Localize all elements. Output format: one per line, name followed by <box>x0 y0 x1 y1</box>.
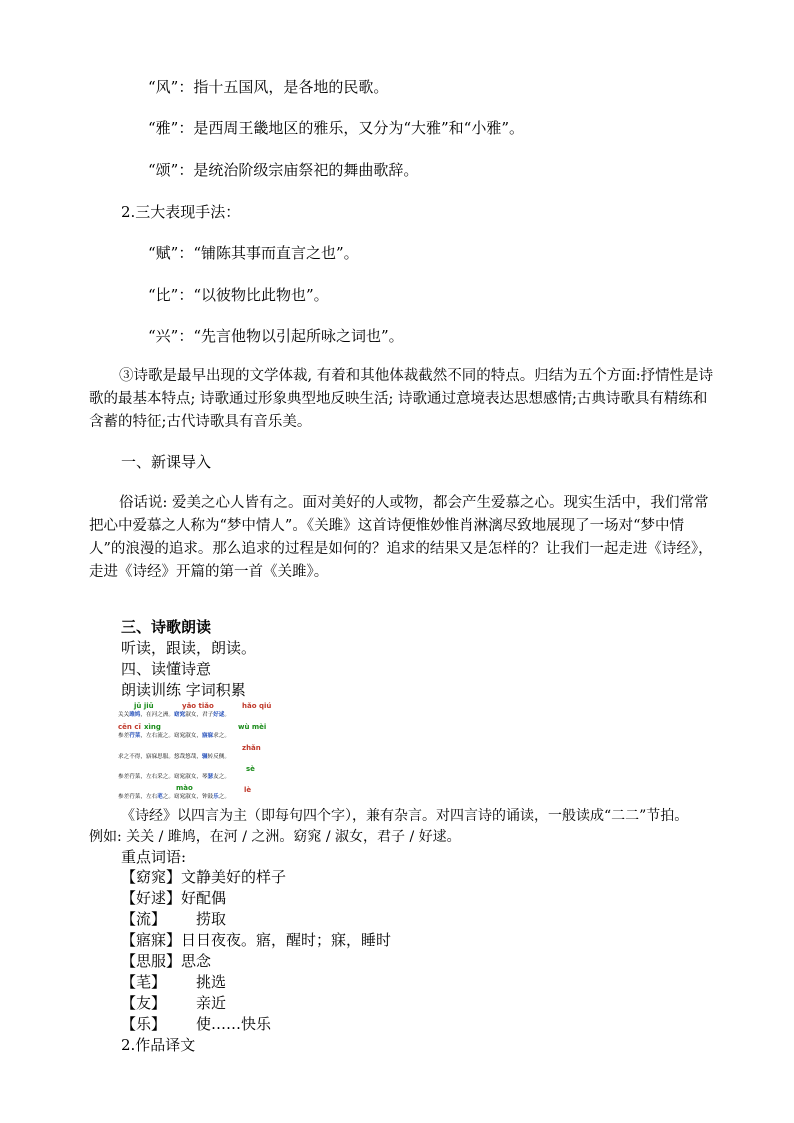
ya-line: “雅”：是西周王畿地区的雅乐，又分为“大雅”和“小雅”。 <box>148 119 525 137</box>
xing-line: “兴”：“先言他物以引起所咏之词也”。 <box>148 327 404 345</box>
pinyin-mao: mào <box>176 784 193 792</box>
bi-line: “比”：“以彼物比此物也”。 <box>148 286 329 304</box>
fu-line: “赋”：“铺陈其事而直言之也”。 <box>148 244 359 262</box>
poem-line-5: 参差荇菜，左右芼之。窈窕淑女，钟鼓乐之。 <box>118 794 230 800</box>
poem-pinyin-figure <box>118 702 318 802</box>
vocab-item: 【窈窕】文静美好的样子 <box>121 868 287 886</box>
song-line: “颂”：是统治阶级宗庙祭祀的舞曲歌辞。 <box>148 161 419 179</box>
vocab-item: 【流】 捞取 <box>121 910 227 928</box>
sijing-paragraph-line1: 《诗经》以四言为主（即每句四个字），兼有杂言。对四言诗的诵读，一般读成“二二”节拍。 <box>121 808 689 824</box>
section-reading-heading: 三、诗歌朗读 <box>121 618 212 636</box>
pinyin-le: lè <box>244 786 252 794</box>
pinyin-haoqiu: hǎo qiú <box>242 702 272 710</box>
poem-line-2: 参差荇菜，左右流之。窈窕淑女，寤寐求之。 <box>118 733 230 739</box>
poem-line-1: 关关雎鸠，在河之洲。窈窕淑女，君子好逑。 <box>118 712 230 718</box>
pinyin-wumei: wù mèi <box>238 723 267 731</box>
pinyin-xing: xìng <box>144 723 161 731</box>
training-label: 朗读训练 字词积累 <box>121 681 246 699</box>
techniques-heading: 2.三大表现手法： <box>121 203 241 221</box>
features-paragraph: ③诗歌是最早出现的文学体裁, 有着和其他体裁截然不同的特点。归结为五个方面:抒情性是诗歌的最基本特点; 诗歌通过形象典型地反映生活; 诗歌通过意境表达思想感情;古典诗歌具有精练和含蓄的特征;古代诗歌具有音乐美。 <box>89 368 714 430</box>
reading-steps: 听读，跟读，朗读。 <box>121 639 257 657</box>
vocab-item: 【友】 亲近 <box>121 994 227 1012</box>
pinyin-zhan: zhǎn <box>242 744 261 752</box>
section-intro-heading: 一、新课导入 <box>121 453 212 471</box>
vocab-item: 【思服】思念 <box>121 952 212 970</box>
translation-heading: 2.作品译文 <box>121 1036 196 1054</box>
poem-line-3: 求之不得，寤寐思服。悠哉悠哉，辗转反侧。 <box>118 754 230 760</box>
vocab-heading: 重点词语: <box>121 848 187 866</box>
feng-line: “风”：指十五国风，是各地的民歌。 <box>148 78 389 96</box>
sijing-paragraph-line2: 例如: 关关 / 雎鸠，在河 / 之洲。窈窕 / 淑女，君子 / 好逑。 <box>89 829 461 845</box>
poem-line-4: 参差荇菜，左右采之。窈窕淑女，琴瑟友之。 <box>118 774 230 780</box>
vocab-item: 【乐】 使……快乐 <box>121 1015 272 1033</box>
intro-paragraph: 俗话说: 爱美之心人皆有之。面对美好的人或物，都会产生爱慕之心。现实生活中，我们常常把心中爱慕之人称为“梦中情人”。《关雎》这首诗便惟妙惟肖淋漓尽致地展现了一场对“梦中情人”的浪漫的追求。那么追求的过程是如何的？追求的结果又是怎样的？让我们一起走进《诗经》，走进《诗经》开篇的第一首《关雎》。 <box>89 495 713 580</box>
vocab-item: 【芼】 挑选 <box>121 973 227 991</box>
pinyin-se: sè <box>246 765 255 773</box>
section-meaning-heading: 四、读懂诗意 <box>121 660 212 678</box>
pinyin-yaotiao: yǎo tiǎo <box>182 702 214 710</box>
vocab-item: 【好逑】好配偶 <box>121 889 227 907</box>
pinyin-cenci: cēn cī <box>118 723 141 731</box>
pinyin-jujiu: jū jiū <box>134 702 154 710</box>
vocab-item: 【寤寐】日日夜夜。寤，醒时；寐，睡时 <box>121 931 392 949</box>
